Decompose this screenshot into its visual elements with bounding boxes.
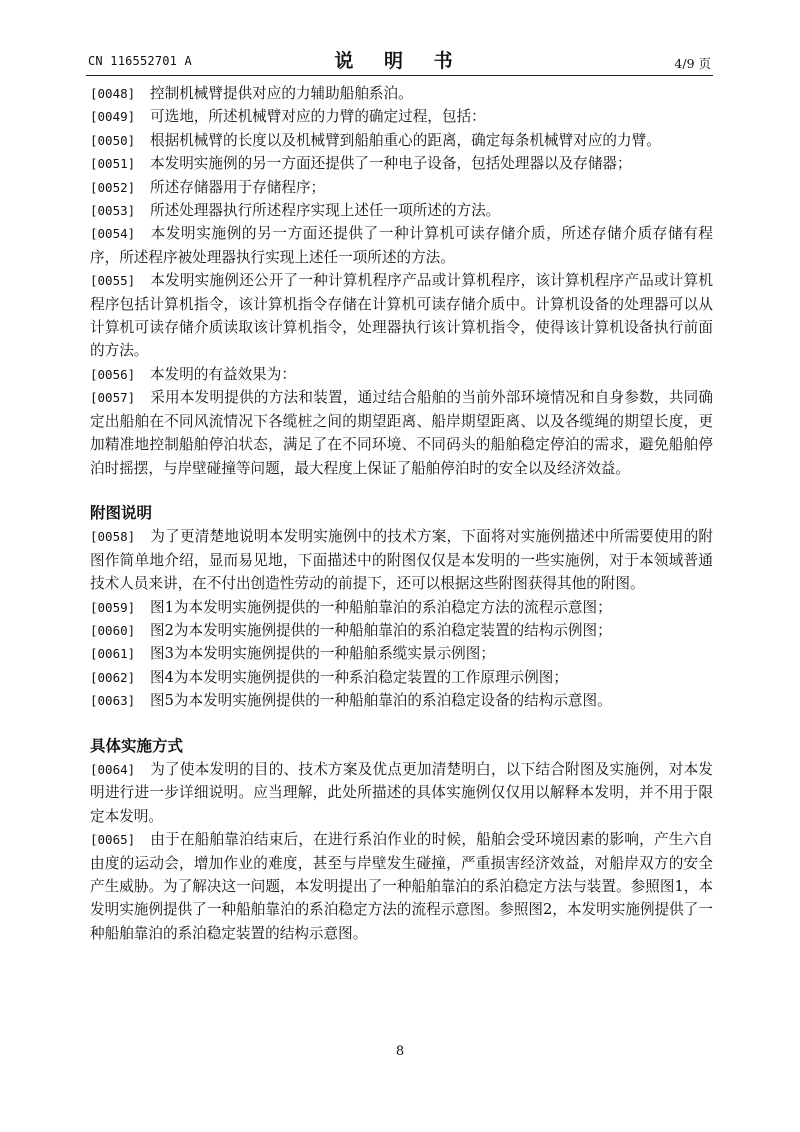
paragraph: [90, 363, 713, 386]
paragraph-number: [0052]: [90, 179, 136, 195]
header-divider: [86, 75, 713, 76]
paragraph-number: [0056]: [90, 366, 136, 382]
paragraph: [90, 596, 713, 619]
paragraph-text: 本发明实施例的另一方面还提供了一种电子设备，包括处理器以及存储器；: [150, 155, 632, 173]
paragraph-number: [0055]: [90, 273, 136, 289]
document-title: 说 明 书: [334, 50, 465, 72]
paragraph: [90, 642, 713, 665]
paragraph-number: [0057]: [90, 390, 136, 406]
document-body: [90, 82, 713, 945]
paragraph-text: 可选地，所述机械臂对应的力臂的确定过程，包括：: [150, 108, 486, 126]
paragraph-text: 所述处理器执行所述程序实现上述任一项所述的方法。: [150, 202, 501, 220]
paragraph: [90, 222, 713, 269]
section-heading-embodiments: 具体实施方式: [90, 736, 184, 755]
paragraph-text: 控制机械臂提供对应的力辅助船舶系泊。: [150, 85, 413, 102]
paragraph: [90, 689, 713, 712]
paragraph-number: [0059]: [90, 599, 136, 615]
page-count: 4/9 页: [674, 56, 711, 71]
page-number: 8: [395, 1044, 405, 1059]
page-header: [88, 44, 711, 74]
patent-number: CN 116552701 A: [88, 54, 192, 68]
paragraph-text: 图2为本发明实施例提供的一种船舶靠泊的系泊稳定装置的结构示例图；: [150, 621, 612, 639]
paragraph: [90, 82, 713, 105]
paragraph: [90, 152, 713, 175]
paragraph-number: [0054]: [90, 226, 136, 242]
section-heading-figures: 附图说明: [90, 503, 153, 522]
paragraph: [90, 828, 713, 945]
paragraph-text: 所述存储器用于存储程序；: [150, 178, 326, 196]
paragraph-text: 本发明实施例的另一方面还提供了一种计算机可读存储介质，所述存储介质存储有程序，所述程序被处理器执行实现上述任一项所述的方法。: [90, 225, 713, 266]
paragraph-number: [0062]: [90, 669, 136, 685]
paragraph: [90, 199, 713, 222]
paragraph-number: [0061]: [90, 646, 136, 662]
paragraph: [90, 105, 713, 128]
paragraph-text: 为了更清楚地说明本发明实施例中的技术方案，下面将对实施例描述中所需要使用的附图作简单地介绍，显而易见地，下面描述中的附图仅仅是本发明的一些实施例，对于本领域普通技术人员来讲，在不付出创造性劳动的前提下，还可以根据这些附图获得其他的附图。: [90, 528, 713, 593]
paragraph: [90, 176, 713, 199]
paragraph-text: 本发明的有益效果为：: [150, 365, 296, 383]
paragraph-number: [0048]: [90, 86, 136, 101]
paragraph: [90, 129, 713, 152]
paragraph-text: 图3为本发明实施例提供的一种船舶系缆实景示例图；: [150, 645, 495, 663]
paragraph-text: 图1为本发明实施例提供的一种船舶靠泊的系泊稳定方法的流程示意图；: [150, 598, 612, 616]
paragraph-text: 本发明实施例还公开了一种计算机程序产品或计算机程序，该计算机程序产品或计算机程序包括计算机指令，该计算机指令存储在计算机可读存储介质中。计算机设备的处理器可以从计算机可读存储介质读取该计算机指令，处理器执行该计算机指令，使得该计算机设备执行前面的方法。: [90, 272, 713, 360]
paragraph-number: [0065]: [90, 832, 136, 848]
paragraph-text: 图4为本发明实施例提供的一种系泊稳定装置的工作原理示例图；: [150, 668, 568, 686]
paragraph: [90, 758, 713, 828]
paragraph-number: [0058]: [90, 529, 136, 545]
paragraph: [90, 525, 713, 595]
paragraph-number: [0050]: [90, 132, 136, 148]
paragraph-text: 由于在船舶靠泊结束后，在进行系泊作业的时候，船舶会受环境因素的影响，产生六自由度的运动会，增加作业的难度，甚至与岸壁发生碰撞，严重损害经济效益，对船岸双方的安全产生威胁。为了解决这一问题，本发明提出了一种船舶靠泊的系泊稳定方法与装置。参照图1，本发明实施例提供了一种船舶靠泊的系泊稳定方法的流程示意图。参照图2，本发明实施例提供了一种船舶靠泊的系泊稳定装置的结构示意图。: [90, 831, 713, 942]
paragraph-text: 图5为本发明实施例提供的一种船舶靠泊的系泊稳定设备的结构示意图。: [150, 692, 612, 710]
paragraph: [90, 666, 713, 689]
paragraph-group-summary: [90, 82, 713, 480]
paragraph: [90, 619, 713, 642]
paragraph-number: [0049]: [90, 109, 136, 125]
paragraph-text: 根据机械臂的长度以及机械臂到船舶重心的距离，确定每条机械臂对应的力臂。: [150, 131, 661, 149]
paragraph-text: 为了使本发明的目的、技术方案及优点更加清楚明白，以下结合附图及实施例，对本发明进行进一步详细说明。应当理解，此处所描述的具体实施例仅仅用以解释本发明，并不用于限定本发明。: [90, 760, 713, 825]
paragraph-text: 采用本发明提供的方法和装置，通过结合船舶的当前外部环境情况和自身参数，共同确定出船舶在不同风流情况下各缆桩之间的期望距离、船岸期望距离、以及各缆绳的期望长度，更加精准地控制船舶停泊状态，满足了在不同环境、不同码头的船舶稳定停泊的需求，避免船舶停泊时摇摆，与岸壁碰撞等问题，最大程度上保证了船舶停泊时的安全以及经济效益。: [90, 389, 713, 477]
paragraph-number: [0053]: [90, 203, 136, 219]
paragraph-number: [0064]: [90, 761, 136, 777]
paragraph: [90, 269, 713, 363]
paragraph-number: [0063]: [90, 693, 136, 709]
paragraph-number: [0051]: [90, 156, 136, 172]
paragraph-number: [0060]: [90, 622, 136, 638]
paragraph-group-embodiments: [90, 758, 713, 945]
paragraph-group-figures: [90, 525, 713, 712]
paragraph: [90, 386, 713, 480]
